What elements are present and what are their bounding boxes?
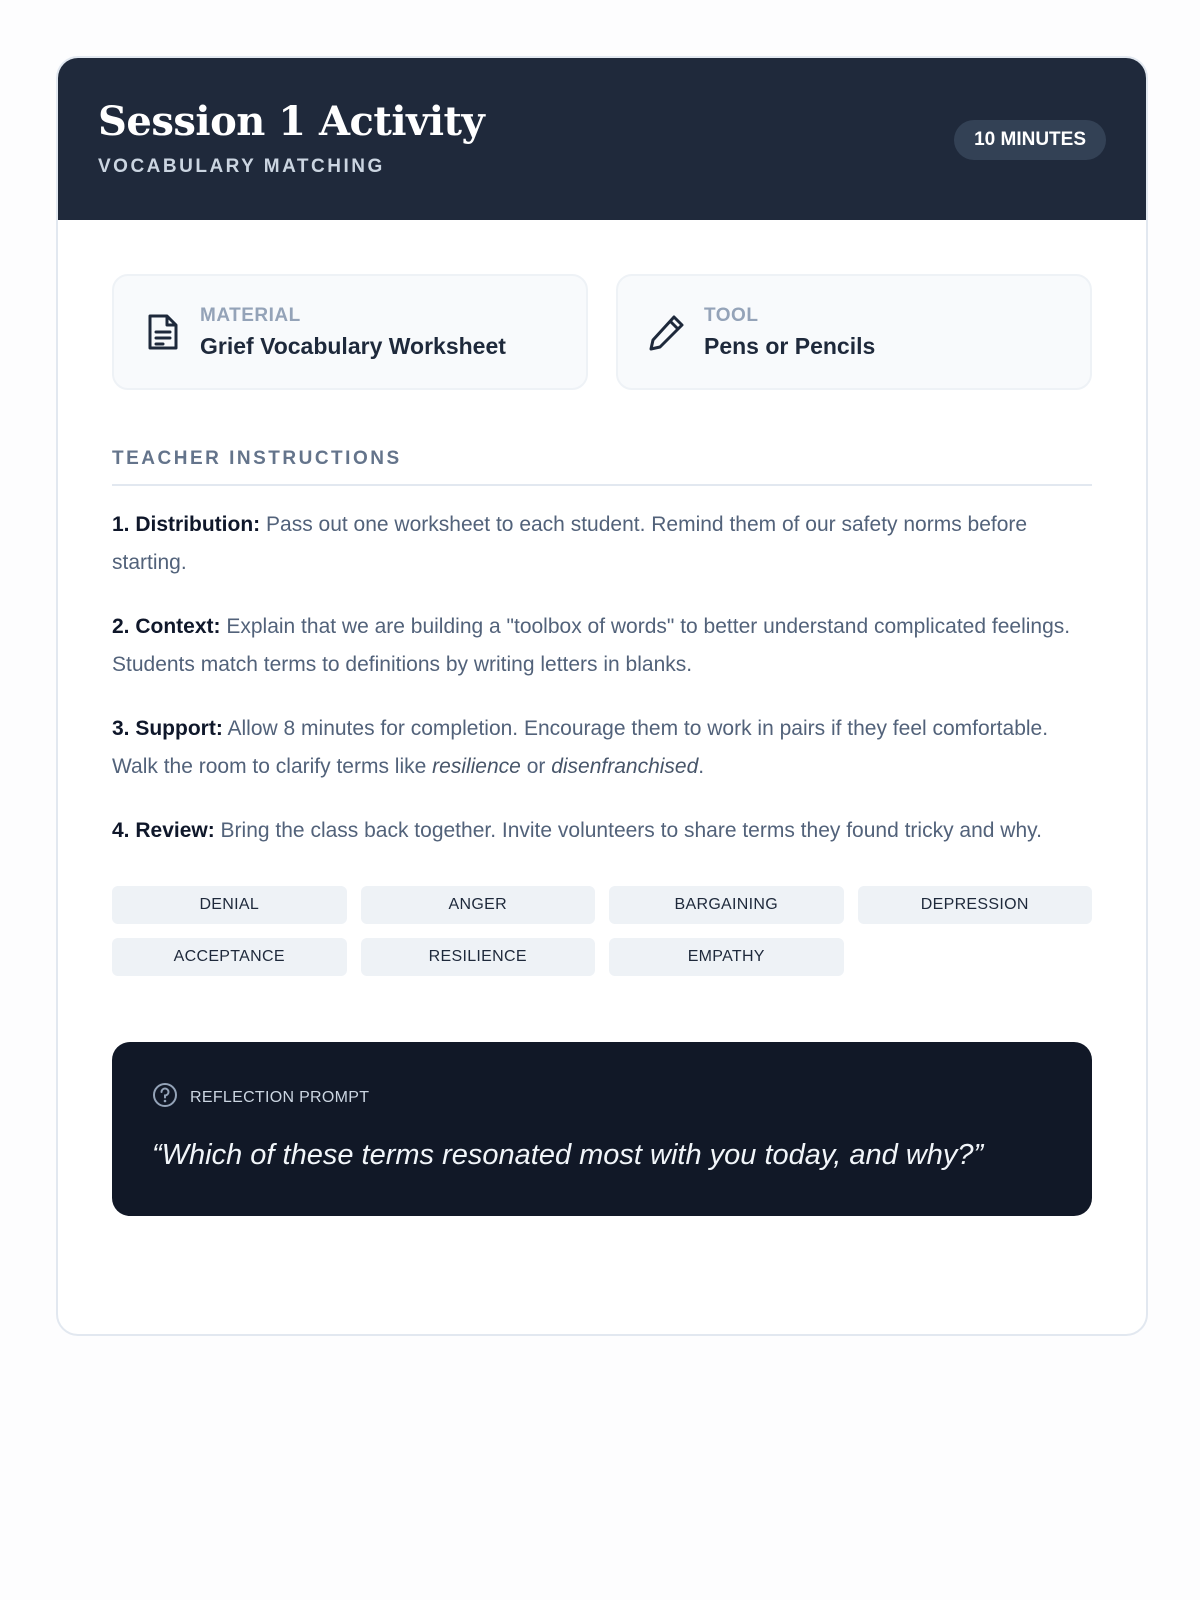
term-tag: BARGAINING xyxy=(609,886,844,924)
step-text: or xyxy=(520,755,552,778)
step-text: Explain that we are building a "toolbox of words" to better understand complicated feelings. Students match terms to definitions by writing letters in blanks. xyxy=(112,615,1071,676)
term-emphasis: disenfranchised xyxy=(551,755,699,778)
reflection-header xyxy=(152,1082,1052,1113)
step-label: 2. Context: xyxy=(112,615,221,638)
card-body xyxy=(58,220,1146,1216)
term-tag: RESILIENCE xyxy=(361,938,596,976)
activity-subtitle: VOCABULARY MATCHING xyxy=(98,156,385,177)
resource-value: Pens or Pencils xyxy=(704,332,876,359)
term-tag-list xyxy=(112,886,1092,976)
duration-badge: 10 MINUTES xyxy=(954,120,1106,160)
question-circle-icon xyxy=(152,1082,178,1113)
resource-material xyxy=(112,274,588,390)
pencil-icon xyxy=(646,311,688,353)
document-icon xyxy=(142,311,184,353)
term-tag: EMPATHY xyxy=(609,938,844,976)
instruction-step xyxy=(112,710,1092,786)
instructions-heading: TEACHER INSTRUCTIONS xyxy=(112,448,1092,486)
step-text: Allow 8 minutes for completion. Encourage them to work in pairs if they feel comfortable. Walk the room to clarify terms like xyxy=(112,717,1049,778)
term-tag: ACCEPTANCE xyxy=(112,938,347,976)
instruction-steps xyxy=(112,506,1092,850)
card-header xyxy=(58,58,1146,220)
step-text: . xyxy=(698,755,705,778)
resource-label: TOOL xyxy=(704,304,759,326)
reflection-label: REFLECTION PROMPT xyxy=(190,1088,370,1106)
activity-card xyxy=(56,56,1148,1336)
step-text: Pass out one worksheet to each student. Remind them of our safety norms before starting. xyxy=(112,513,1028,574)
step-text: Bring the class back together. Invite volunteers to share terms they found tricky and why. xyxy=(214,819,1042,842)
instruction-step xyxy=(112,506,1092,582)
term-emphasis: resilience xyxy=(432,755,521,778)
resource-label: MATERIAL xyxy=(200,304,301,326)
resource-list xyxy=(112,274,1092,390)
step-label: 4. Review: xyxy=(112,819,215,842)
resource-tool xyxy=(616,274,1092,390)
term-tag: DENIAL xyxy=(112,886,347,924)
instruction-step xyxy=(112,812,1092,850)
page-title: Session 1 Activity xyxy=(98,98,485,145)
step-label: 1. Distribution: xyxy=(112,513,261,536)
term-tag: ANGER xyxy=(361,886,596,924)
term-tag: DEPRESSION xyxy=(858,886,1093,924)
resource-value: Grief Vocabulary Worksheet xyxy=(200,332,506,359)
instruction-step xyxy=(112,608,1092,684)
reflection-quote: “Which of these terms resonated most with you today, and why?” xyxy=(152,1139,984,1171)
reflection-panel xyxy=(112,1042,1092,1216)
step-label: 3. Support: xyxy=(112,717,223,740)
